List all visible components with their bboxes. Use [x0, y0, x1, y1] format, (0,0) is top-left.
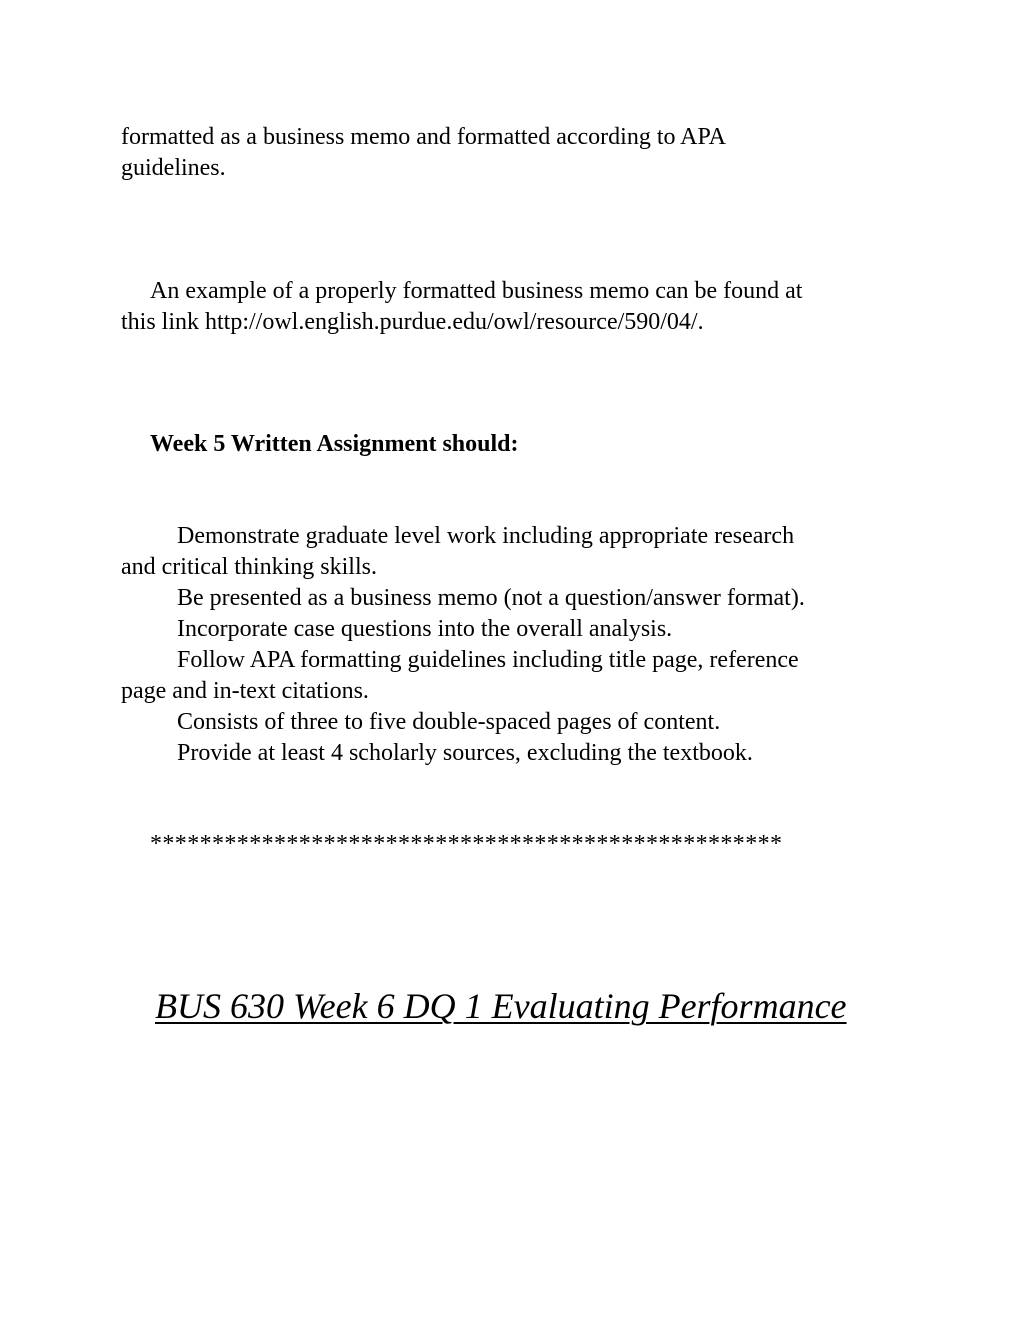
- requirement-item-6: Provide at least 4 scholarly sources, excluding the textbook.: [177, 740, 753, 766]
- requirement-item-1-line-1: Demonstrate graduate level work including appropriate research: [177, 523, 795, 549]
- requirement-item-3: Incorporate case questions into the overall analysis.: [177, 616, 673, 642]
- example-text-line-2: this link http://owl.english.purdue.edu/owl/resource/590/04/.: [121, 309, 704, 335]
- intro-text-line-1: formatted as a business memo and formatted according to APA: [121, 124, 726, 150]
- requirement-item-2: Be presented as a business memo (not a question/answer format).: [177, 585, 805, 611]
- requirement-item-4-line-1: Follow APA formatting guidelines including title page, reference: [177, 647, 799, 673]
- section-title: BUS 630 Week 6 DQ 1 Evaluating Performance: [155, 986, 847, 1026]
- example-text-line-1: An example of a properly formatted business memo can be found at: [150, 278, 803, 304]
- asterisk-separator: ***************************************************: [150, 831, 783, 857]
- requirement-item-5: Consists of three to five double-spaced pages of content.: [177, 709, 721, 735]
- intro-text-line-2: guidelines.: [121, 155, 226, 181]
- assignment-heading: Week 5 Written Assignment should:: [150, 431, 519, 457]
- requirement-item-1-line-2: and critical thinking skills.: [121, 554, 377, 580]
- requirement-item-4-line-2: page and in-text citations.: [121, 678, 369, 704]
